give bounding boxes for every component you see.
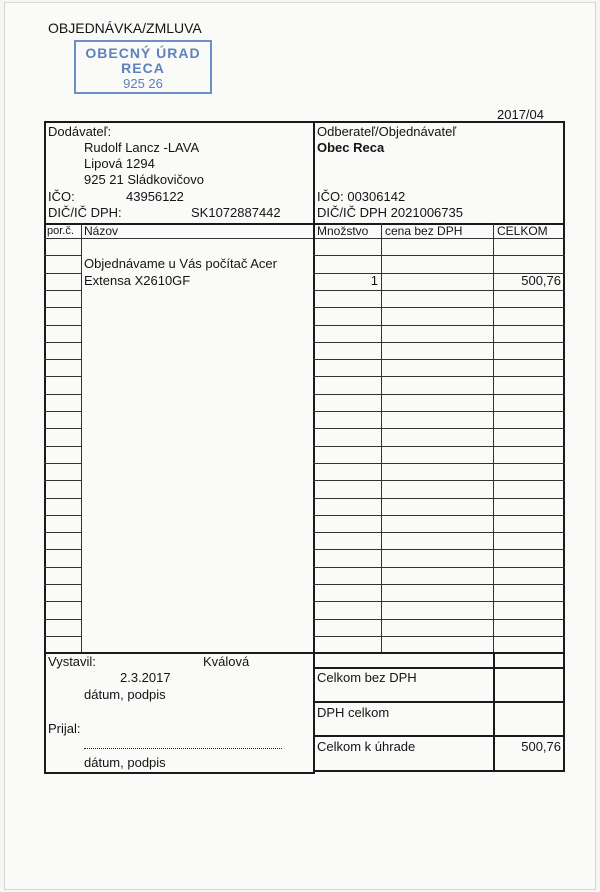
table-row [313, 619, 565, 620]
table-row [44, 532, 82, 533]
table-row [44, 273, 82, 274]
buyer-name: Obec Reca [317, 140, 385, 155]
issue-date: 2.3.2017 [120, 670, 171, 685]
table-row [313, 290, 565, 291]
table-row [44, 619, 82, 620]
table-row [313, 446, 565, 447]
supplier-street: Lipová 1294 [84, 156, 155, 171]
table-row [44, 255, 82, 256]
to-pay-value: 500,76 [521, 739, 561, 754]
item-name-line2: Extensa X2610GF [84, 273, 191, 288]
table-row [313, 584, 565, 585]
summary-divider [313, 701, 565, 703]
col-header-price: cena bez DPH [385, 224, 463, 238]
table-row [313, 567, 565, 568]
table-row [313, 325, 565, 326]
item-name-line1: Objednávame u Vás počítač Acer [84, 256, 277, 271]
table-row [44, 394, 82, 395]
table-row [313, 411, 565, 412]
table-row [313, 636, 565, 637]
period: 2017/04 [497, 107, 544, 122]
table-row [44, 480, 82, 481]
table-row [44, 515, 82, 516]
document-title: OBJEDNÁVKA/ZMLUVA [48, 20, 202, 36]
table-row [313, 428, 565, 429]
table-row [313, 359, 565, 360]
date-sign-label-1: dátum, podpis [84, 687, 166, 702]
table-row [44, 549, 82, 550]
col-header-qty: Množstvo [317, 224, 369, 238]
col-header-num: por.č. [47, 225, 74, 237]
table-row [44, 359, 82, 360]
table-row [313, 532, 565, 533]
stamp-line-2: RECA [121, 60, 165, 76]
signature-line [84, 740, 282, 749]
table-row [313, 601, 565, 602]
buyer-ico: IČO: 00306142 [317, 189, 406, 204]
table-row [44, 411, 82, 412]
table-row [44, 584, 82, 585]
supplier-name: Rudolf Lancz -LAVA [84, 140, 200, 155]
table-row [313, 480, 565, 481]
buyer-dic: DIČ/IČ DPH 2021006735 [317, 205, 463, 220]
table-row [313, 394, 565, 395]
col-divider [313, 223, 315, 654]
supplier-ico-label: IČO: [48, 189, 75, 204]
table-row [44, 342, 82, 343]
office-stamp [74, 40, 212, 94]
supplier-dic: SK1072887442 [191, 205, 281, 220]
to-pay-label: Celkom k úhrade [317, 739, 416, 754]
supplier-city: 925 21 Sládkovičovo [84, 172, 204, 187]
table-row [44, 428, 82, 429]
stamp-line-3: 925 26 [123, 76, 163, 91]
supplier-ico: 43956122 [126, 189, 184, 204]
summary-divider [313, 667, 565, 669]
table-row [44, 463, 82, 464]
supplier-label: Dodávateľ: [48, 124, 112, 139]
table-row [44, 446, 82, 447]
table-row [44, 290, 82, 291]
stamp-line-1: OBECNÝ ÚRAD [85, 45, 201, 61]
date-sign-label-2: dátum, podpis [84, 755, 166, 770]
item-qty: 1 [370, 273, 378, 288]
issued-by: Kválová [203, 654, 250, 669]
issued-label: Vystavil: [48, 654, 96, 669]
col-header-name: Názov [84, 224, 119, 238]
vat-label: DPH celkom [317, 705, 390, 720]
table-row [313, 515, 565, 516]
table-row [313, 463, 565, 464]
sum-no-vat-label: Celkom bez DPH [317, 670, 417, 685]
summary-divider [313, 735, 565, 737]
table-row [313, 255, 565, 256]
table-row [313, 342, 565, 343]
table-row [44, 567, 82, 568]
summary-col-divider [493, 652, 495, 772]
received-label: Prijal: [48, 721, 81, 736]
supplier-dic-label: DIČ/IČ DPH: [48, 205, 122, 220]
buyer-label: Odberateľ/Objednávateľ [317, 124, 457, 139]
table-row [44, 601, 82, 602]
table-row [44, 325, 82, 326]
col-divider [81, 223, 82, 654]
col-header-total: CELKOM [497, 224, 548, 238]
item-total: 500,76 [521, 273, 561, 288]
table-row [44, 376, 82, 377]
table-row [44, 307, 82, 308]
table-row [313, 549, 565, 550]
table-row [44, 636, 82, 637]
table-row [313, 376, 565, 377]
table-header-divider [44, 238, 565, 239]
col-divider [493, 223, 494, 654]
col-divider [381, 223, 382, 654]
table-row [313, 498, 565, 499]
table-row [313, 307, 565, 308]
table-row [44, 498, 82, 499]
